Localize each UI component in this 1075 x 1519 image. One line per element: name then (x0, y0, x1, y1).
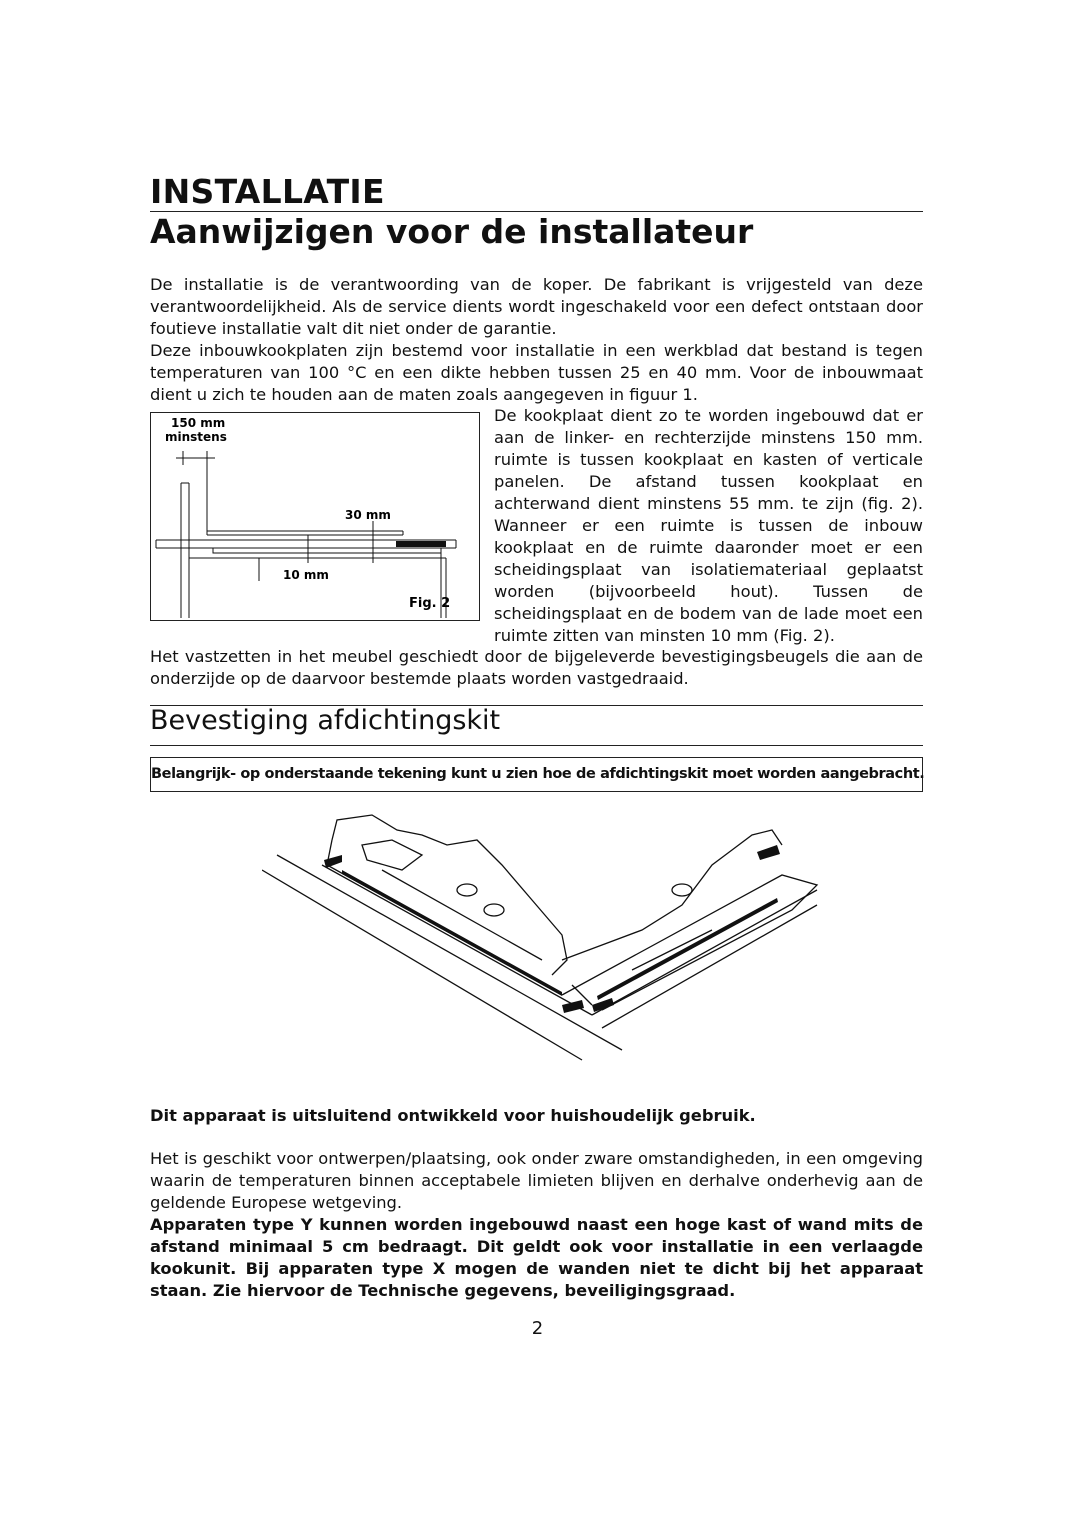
dim-label-30mm: 30 mm (345, 508, 391, 522)
installation-diagram (151, 413, 479, 620)
section-heading-seal: Bevestiging afdichtingskit (150, 705, 501, 736)
dim-label-minstens: minstens (165, 430, 227, 444)
section-divider-bottom (150, 745, 923, 746)
intro-paragraph-1: De installatie is de verantwoording van de koper. De fabrikant is vrijgesteld van deze verantwoordelijkheid. Als de service dients wordt ingeschakeld voor een defect ontstaan door foutieve installatie valt dit niet onder de garantie. (150, 275, 923, 338)
dim-label-10mm: 10 mm (283, 568, 329, 582)
seal-kit-diagram (262, 810, 822, 1065)
seal-strip (396, 541, 446, 547)
type-xy-paragraph: Apparaten type Y kunnen worden ingebouwd naast een hoge kast of wand mits de afstand minimaal 5 cm bedraagt. Dit geldt ook voor installatie in een verlaagde kookunit. Bij apparaten type X mogen de wanden niet te dicht bij het apparaat staan. Zie hiervoor de Technische gegevens, beveiligingsgraad. (150, 1215, 923, 1300)
dim-label-150: 150 mm (171, 416, 226, 430)
important-note-box: Belangrijk- op onderstaande tekening kunt u zien hoe de afdichtingskit moet worden aangebracht. (150, 757, 923, 792)
intro-paragraph-2: Deze inbouwkookplaten zijn bestemd voor installatie in een werkblad dat bestand is tegen temperaturen van 100 °C en een dikte hebben tussen 25 en 40 mm. Voor de inbouwmaat dient u zich te houden aan de maten zoals aangegeven in figuur 1. (150, 341, 923, 404)
seal-illustration (262, 810, 822, 1065)
domestic-use-statement: Dit apparaat is uitsluitend ontwikkeld voor huishoudelijk gebruik. (150, 1106, 756, 1125)
fixing-paragraph: Het vastzetten in het meubel geschiedt door de bijgeleverde bevestigingsbeugels die aan de onderzijde op de daarvoor bestemde plaats worden vastgedraaid. (150, 647, 923, 688)
page-number: 2 (531, 1318, 544, 1339)
usage-paragraph: Het is geschikt voor ontwerpen/plaatsing, ook onder zware omstandigheden, in een omgeving waarin de temperaturen binnen acceptabele limieten blijven en derhalve onderhevig aan de geldende Europese wetgeving. (150, 1149, 923, 1212)
page-title: INSTALLATIE (150, 172, 385, 211)
side-paragraph: De kookplaat dient zo te worden ingebouwd dat er aan de linker- en rechterzijde minstens 150 mm. ruimte is tussen kookplaat en kasten of verticale panelen. De afstand tussen kookplaat en achterwand dient minstens 55 mm. te zijn (fig. 2). Wanneer er een ruimte is tussen de inbouw kookplaat en de ruimte daaronder moet er een scheidingsplaat van isolatiemateriaal geplaatst worden (bijvoorbeeld hout). Tussen de scheidingsplaat en de bodem van de lade moet een ruimte zitten van minsten 10 mm (Fig. 2). (494, 406, 923, 645)
section-heading: Aanwijzigen voor de installateur (150, 212, 754, 251)
figure-caption: Fig. 2 (409, 596, 451, 611)
figure-2 (150, 412, 480, 621)
